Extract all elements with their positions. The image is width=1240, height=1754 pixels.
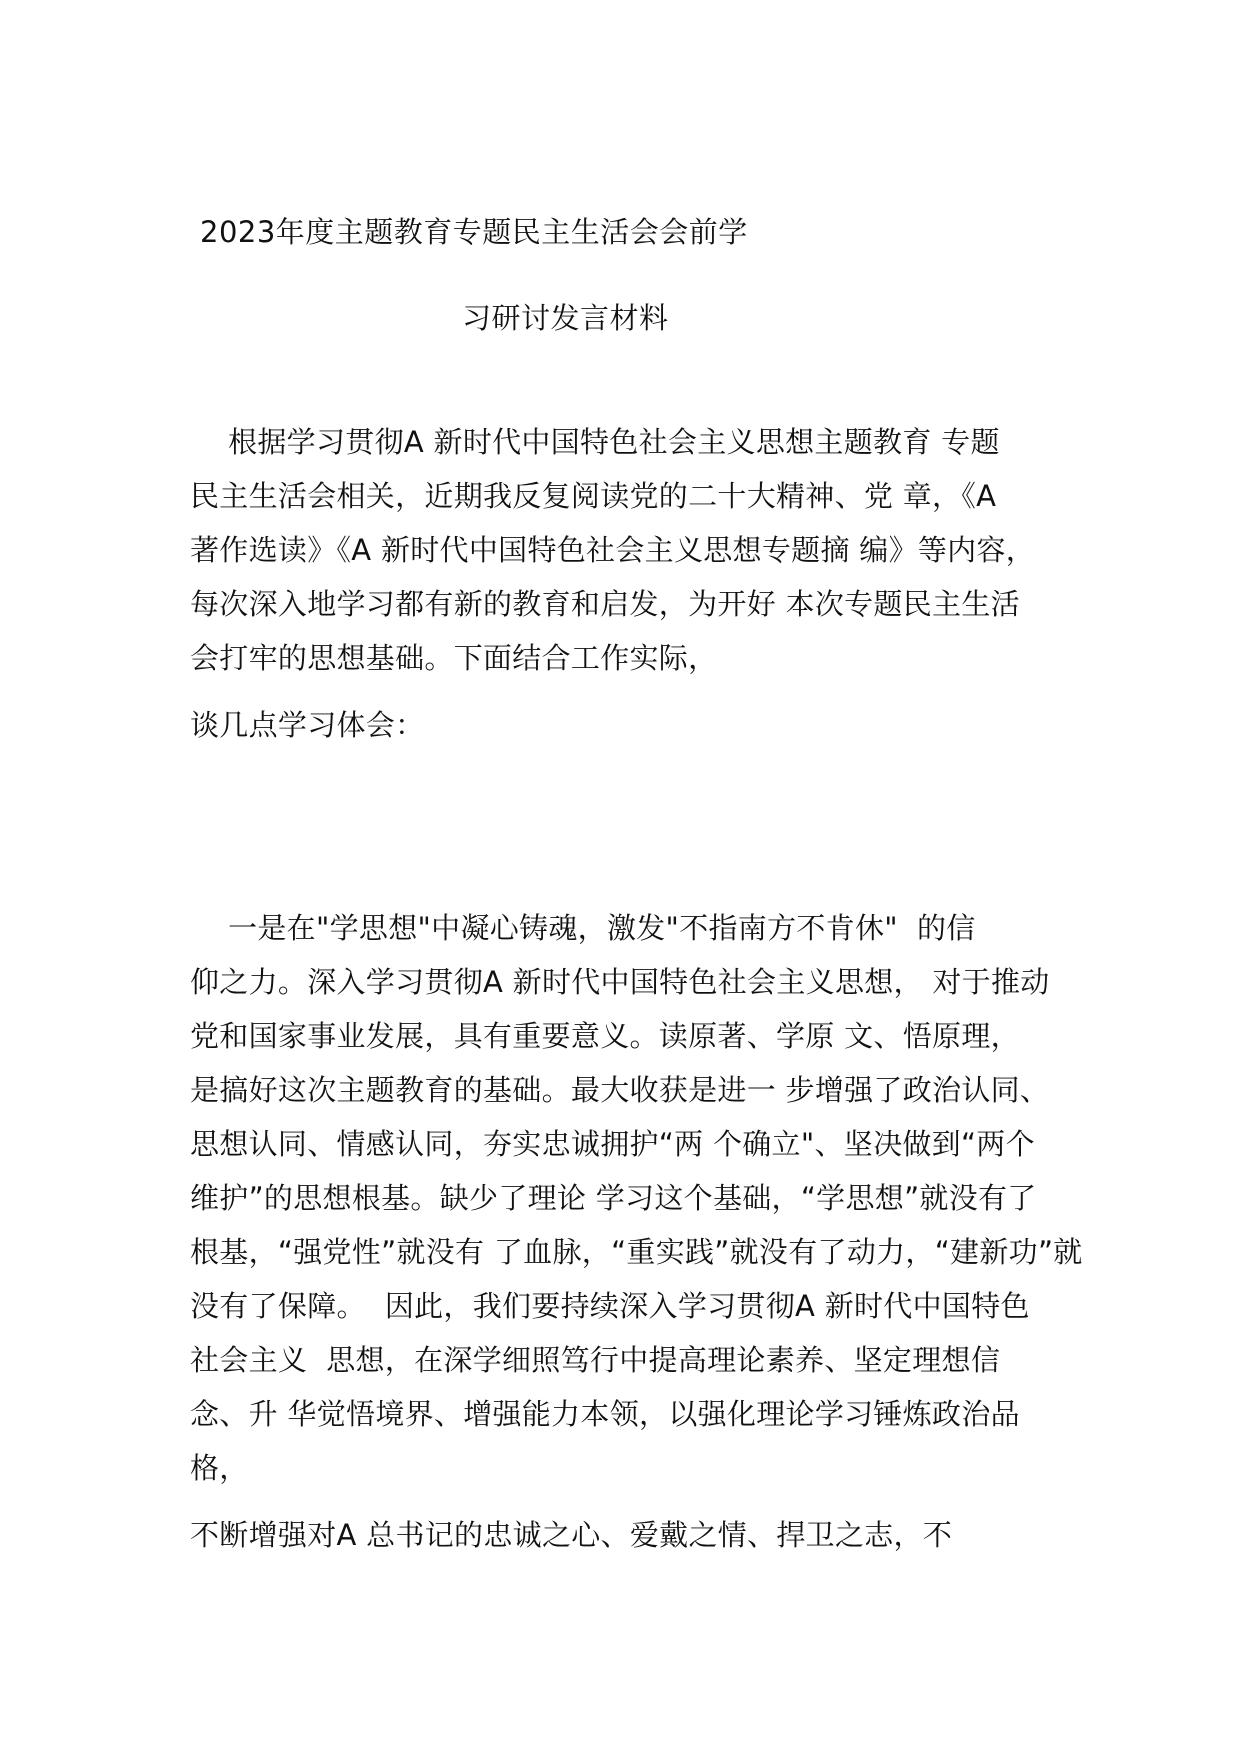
paragraph-3-line-9: 社会主义 思想，在深学细照笃行中提高理论素养、坚定理想信 <box>190 1343 1001 1377</box>
paragraph-3-line-3: 党和国家事业发展，具有重要意义。读原著、学原 文、悟原理， <box>190 1019 1020 1053</box>
paragraph-1-line-1: 根据学习贯彻A 新时代中国特色社会主义思想主题教育 专题 <box>190 425 1000 459</box>
paragraph-1-line-2: 民主生活会相关，近期我反复阅读党的二十大精神、党 章，《A <box>190 479 997 513</box>
paragraph-1-line-4: 每次深入地学习都有新的教育和启发，为开好 本次专题民主生活 <box>190 587 1020 621</box>
document-title-line-2: 习研讨发言材料 <box>462 301 669 335</box>
paragraph-1-line-3: 著作选读》《A 新时代中国特色社会主义思想专题摘 编》等内容， <box>190 533 1036 567</box>
paragraph-3-line-7: 根基，“强党性”就没有 了血脉，“重实践”就没有了动力，“建新功”就 <box>190 1235 1083 1269</box>
paragraph-3-line-6: 维护”的思想根基。缺少了理论 学习这个基础，“学思想”就没有了 <box>190 1181 1037 1215</box>
paragraph-4-line-1: 不断增强对A 总书记的忠诚之心、爱戴之情、捍卫之志，不 <box>190 1518 953 1552</box>
paragraph-2-line-1: 谈几点学习体会： <box>190 708 425 742</box>
paragraph-3-line-10: 念、升 华觉悟境界、增强能力本领，以强化理论学习锤炼政治品 <box>190 1397 1020 1431</box>
paragraph-3-line-1: 一是在"学思想"中凝心铸魂，激发"不指南方不肯休" 的信 <box>190 911 976 945</box>
paragraph-3-line-4: 是搞好这次主题教育的基础。最大收获是进一 步增强了政治认同、 <box>190 1073 1050 1107</box>
document-title-line-1: 2023年度主题教育专题民主生活会会前学 <box>200 215 748 249</box>
paragraph-3-line-11: 格， <box>190 1451 249 1485</box>
paragraph-3-line-2: 仰之力。深入学习贯彻A 新时代中国特色社会主义思想， 对于推动 <box>190 965 1050 999</box>
paragraph-1-line-5: 会打牢的思想基础。下面结合工作实际， <box>190 641 718 675</box>
paragraph-3-line-8: 没有了保障。 因此，我们要持续深入学习贯彻A 新时代中国特色 <box>190 1289 1030 1323</box>
paragraph-3-line-5: 思想认同、情感认同，夯实忠诚拥护“两 个确立"、坚决做到“两个 <box>190 1127 1035 1161</box>
